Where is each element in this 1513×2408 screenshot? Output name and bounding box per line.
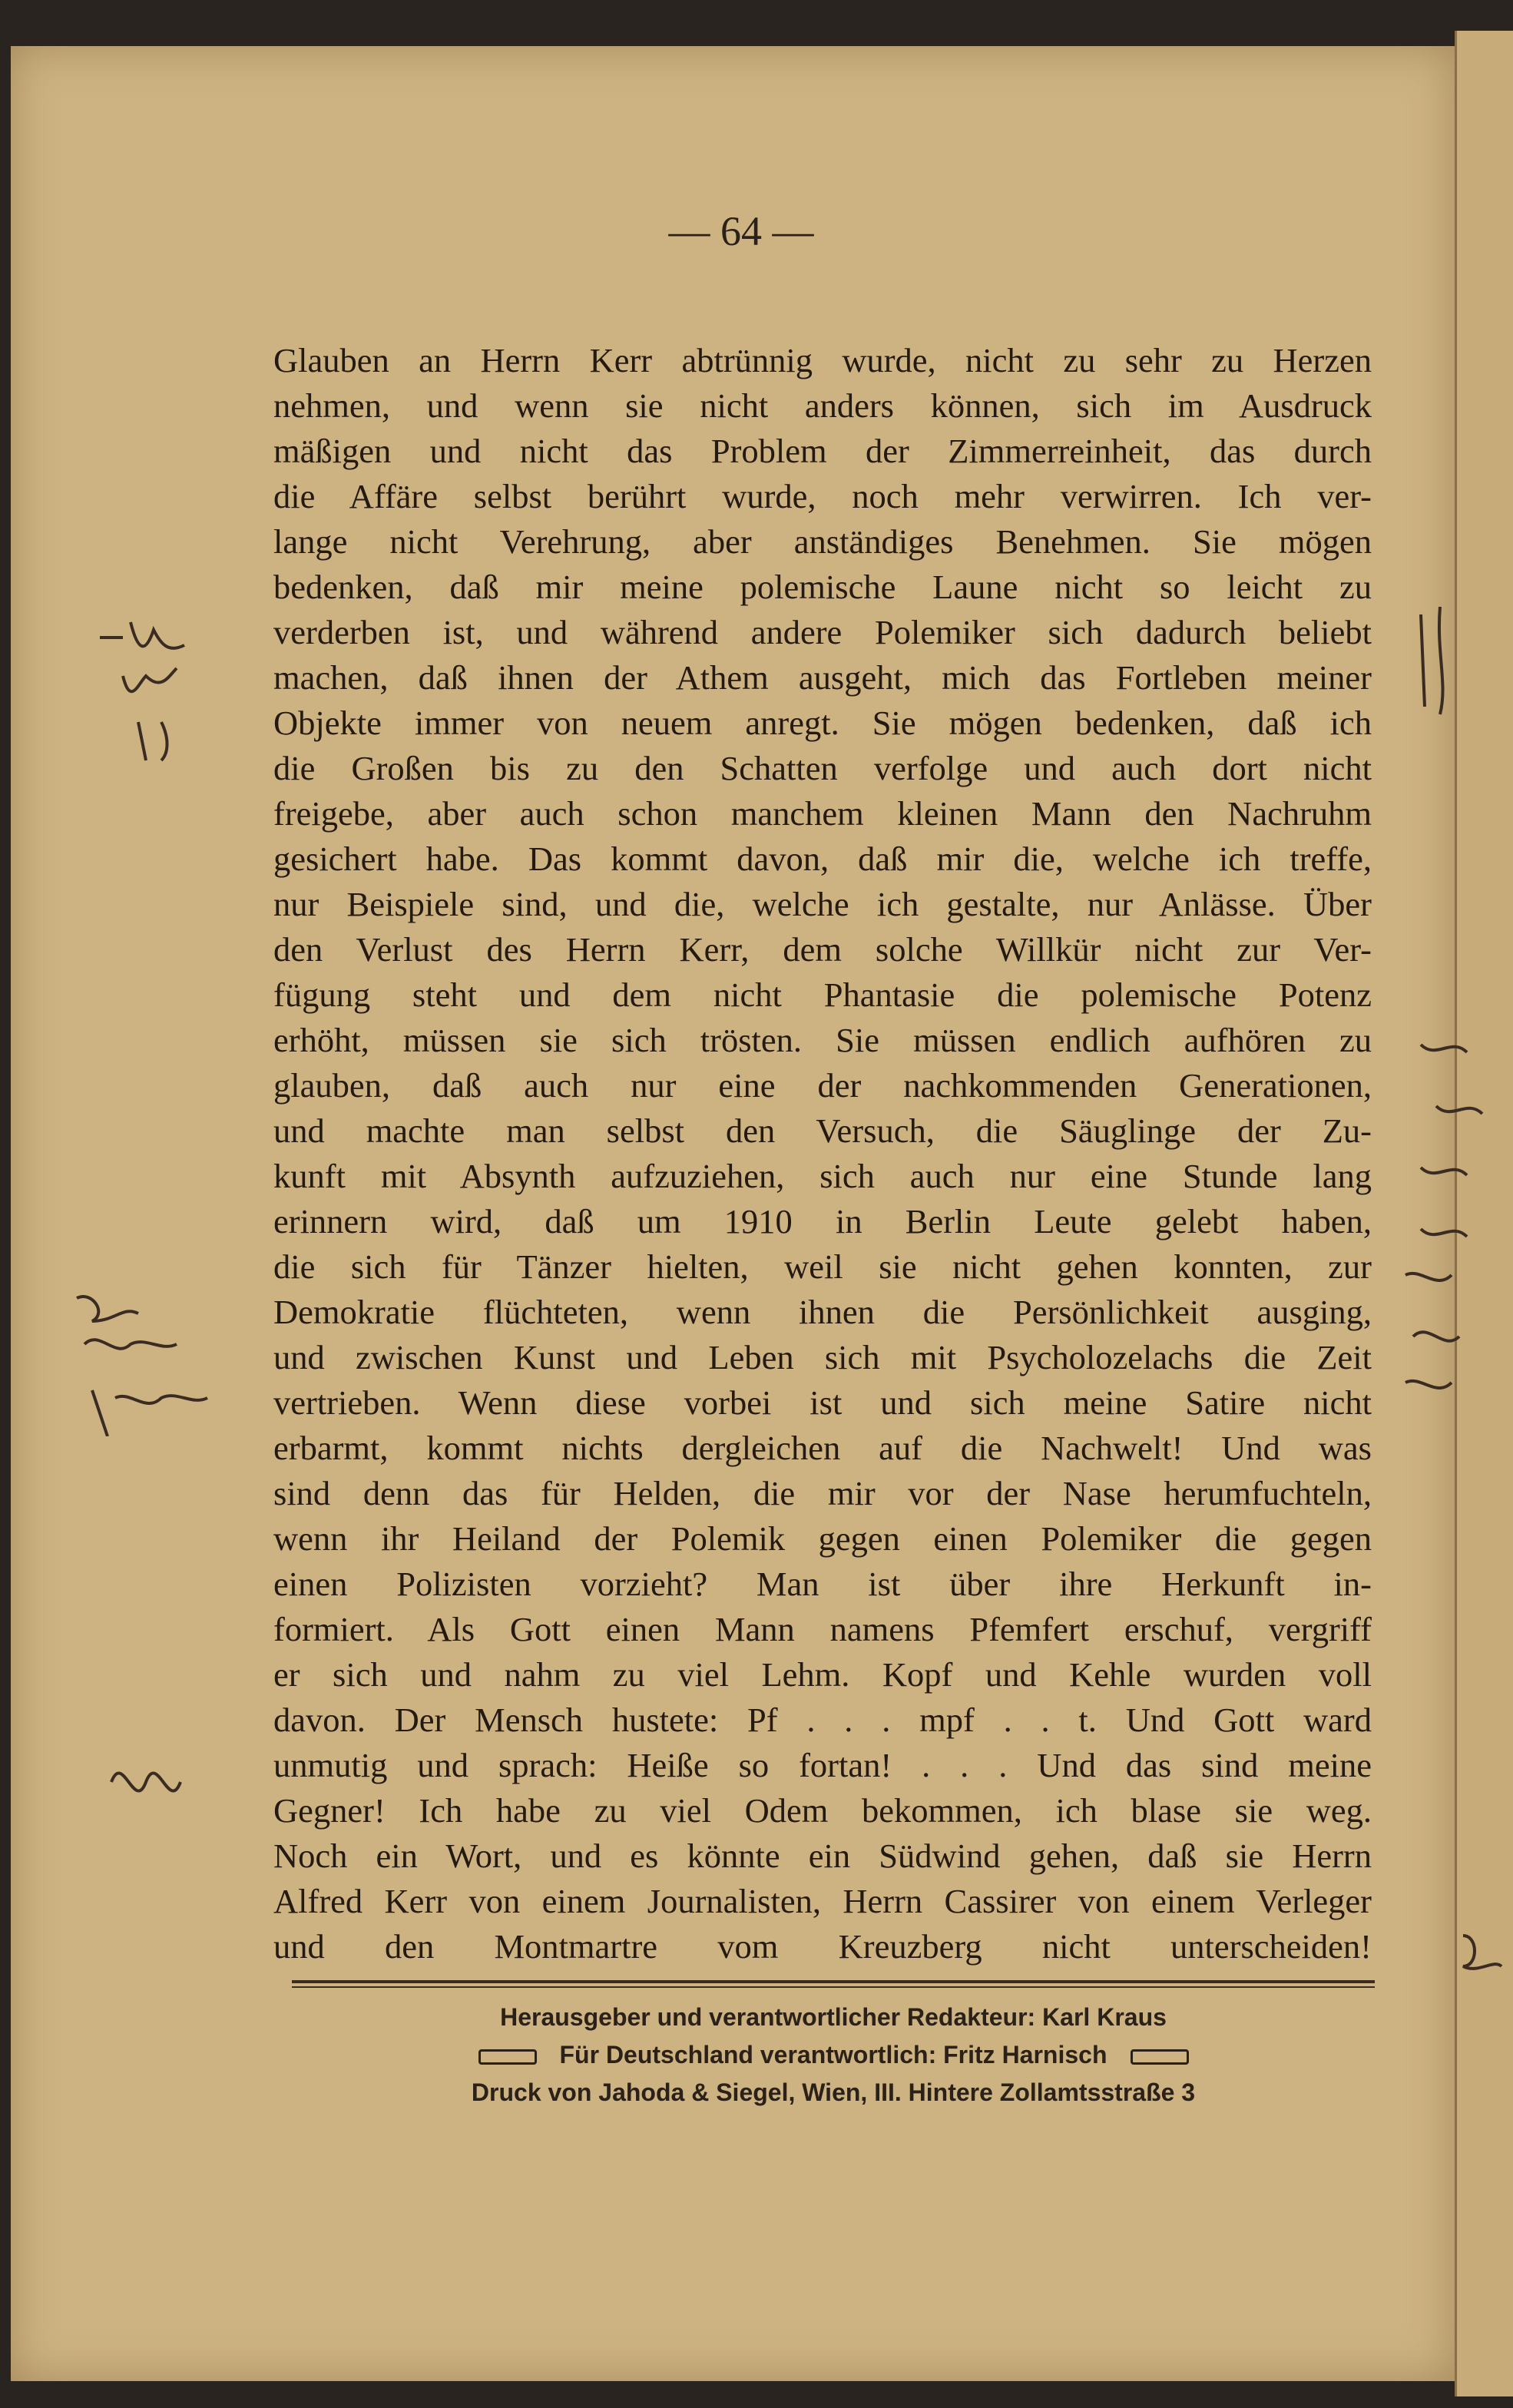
text-line: den Verlust des Herrn Kerr, dem solche Willkür nicht zur Ver- xyxy=(273,930,1372,969)
text-line: fügung steht und dem nicht Phantasie die polemische Potenz xyxy=(273,975,1372,1014)
text-line: unmutig und sprach: Heiße so fortan! . . . Und das sind meine xyxy=(273,1746,1372,1784)
margin-tilde-mark xyxy=(108,1751,184,1805)
text-line: und machte man selbst den Versuch, die Säuglinge der Zu- xyxy=(273,1111,1372,1150)
text-line: formiert. Als Gott einen Mann namens Pfemfert erschuf, vergriff xyxy=(273,1610,1372,1648)
text-line: die Großen bis zu den Schatten verfolge und auch dort nicht xyxy=(273,749,1372,787)
text-line: glauben, daß auch nur eine der nachkommenden Generationen, xyxy=(273,1066,1372,1105)
text-line: Objekte immer von neuem anregt. Sie mögen bedenken, daß ich xyxy=(273,704,1372,742)
margin-scribble-left-2 xyxy=(61,1283,230,1436)
text-line: sind denn das für Helden, die mir vor der Nase herumfuchteln, xyxy=(273,1474,1372,1512)
margin-scribble-right-2 xyxy=(1390,1029,1513,1429)
text-line: erhöht, müssen sie sich trösten. Sie müssen endlich aufhören zu xyxy=(273,1021,1372,1059)
text-line: und zwischen Kunst und Leben sich mit Psycholozelachs die Zeit xyxy=(273,1338,1372,1376)
ornament-left xyxy=(478,2049,537,2065)
margin-scribble-left-1 xyxy=(92,614,246,768)
text-line: machen, daß ihnen der Athem ausgeht, mich das Fortleben meiner xyxy=(273,658,1372,697)
text-line: nur Beispiele sind, und die, welche ich gestalte, nur Anlässe. Über xyxy=(273,885,1372,923)
text-line: Noch ein Wort, und es könnte ein Südwind gehen, daß sie Herrn xyxy=(273,1837,1372,1875)
footer-germany xyxy=(292,2041,1375,2069)
text-line: lange nicht Verehrung, aber anständiges Benehmen. Sie mögen xyxy=(273,522,1372,561)
footer-germany-text: Für Deutschland verantwortlich: Fritz Harnisch xyxy=(559,2041,1107,2068)
text-line: gesichert habe. Das kommt davon, daß mir die, welche ich treffe, xyxy=(273,840,1372,878)
margin-scribble-right-1 xyxy=(1405,599,1467,737)
text-line: kunft mit Absynth aufzuziehen, sich auch nur eine Stunde lang xyxy=(273,1157,1372,1195)
page-number: — 64 — xyxy=(668,208,814,254)
text-line: freigebe, aber auch schon manchem kleinen Mann den Nachruhm xyxy=(273,794,1372,833)
text-line: einen Polizisten vorzieht? Man ist über ihre Herkunft in- xyxy=(273,1565,1372,1603)
text-line: erinnern wird, daß um 1910 in Berlin Leute gelebt haben, xyxy=(273,1202,1372,1240)
ornament-right xyxy=(1131,2049,1189,2065)
text-line: erbarmt, kommt nichts dergleichen auf die Nachwelt! Und was xyxy=(273,1429,1372,1467)
text-line: er sich und nahm zu viel Lehm. Kopf und Kehle wurden voll xyxy=(273,1655,1372,1694)
margin-scribble-right-3 xyxy=(1459,1920,1505,1982)
text-line: verderben ist, und während andere Polemiker sich dadurch beliebt xyxy=(273,613,1372,651)
text-line: mäßigen und nicht das Problem der Zimmerreinheit, das durch xyxy=(273,432,1372,470)
text-line: die sich für Tänzer hielten, weil sie nicht gehen konnten, zur xyxy=(273,1247,1372,1286)
footer-rule-top xyxy=(292,1980,1375,1983)
text-line: Demokratie flüchteten, wenn ihnen die Persönlichkeit ausging, xyxy=(273,1293,1372,1331)
text-line: Alfred Kerr von einem Journalisten, Herrn Cassirer von einem Verleger xyxy=(273,1882,1372,1920)
text-line: Gegner! Ich habe zu viel Odem bekommen, ich blase sie weg. xyxy=(273,1791,1372,1830)
footer-publisher: Herausgeber und verantwortlicher Redakteur: Karl Kraus xyxy=(500,2003,1167,2031)
text-line: vertrieben. Wenn diese vorbei ist und sich meine Satire nicht xyxy=(273,1383,1372,1422)
footer-printer: Druck von Jahoda & Siegel, Wien, III. Hintere Zollamtsstraße 3 xyxy=(471,2078,1196,2106)
footer-rule-bottom xyxy=(292,1986,1375,1988)
text-line: die Affäre selbst berührt wurde, noch mehr verwirren. Ich ver- xyxy=(273,477,1372,515)
text-line: bedenken, daß mir meine polemische Laune nicht so leicht zu xyxy=(273,568,1372,606)
body-text xyxy=(273,338,1372,1969)
text-line: davon. Der Mensch hustete: Pf . . . mpf . . t. Und Gott ward xyxy=(273,1701,1372,1739)
text-line: nehmen, und wenn sie nicht anders können, sich im Ausdruck xyxy=(273,386,1372,425)
text-line: wenn ihr Heiland der Polemik gegen einen Polemiker die gegen xyxy=(273,1519,1372,1558)
text-line: Glauben an Herrn Kerr abtrünnig wurde, nicht zu sehr zu Herzen xyxy=(273,341,1372,379)
text-line: und den Montmartre vom Kreuzberg nicht unterscheiden! xyxy=(273,1927,1372,1966)
